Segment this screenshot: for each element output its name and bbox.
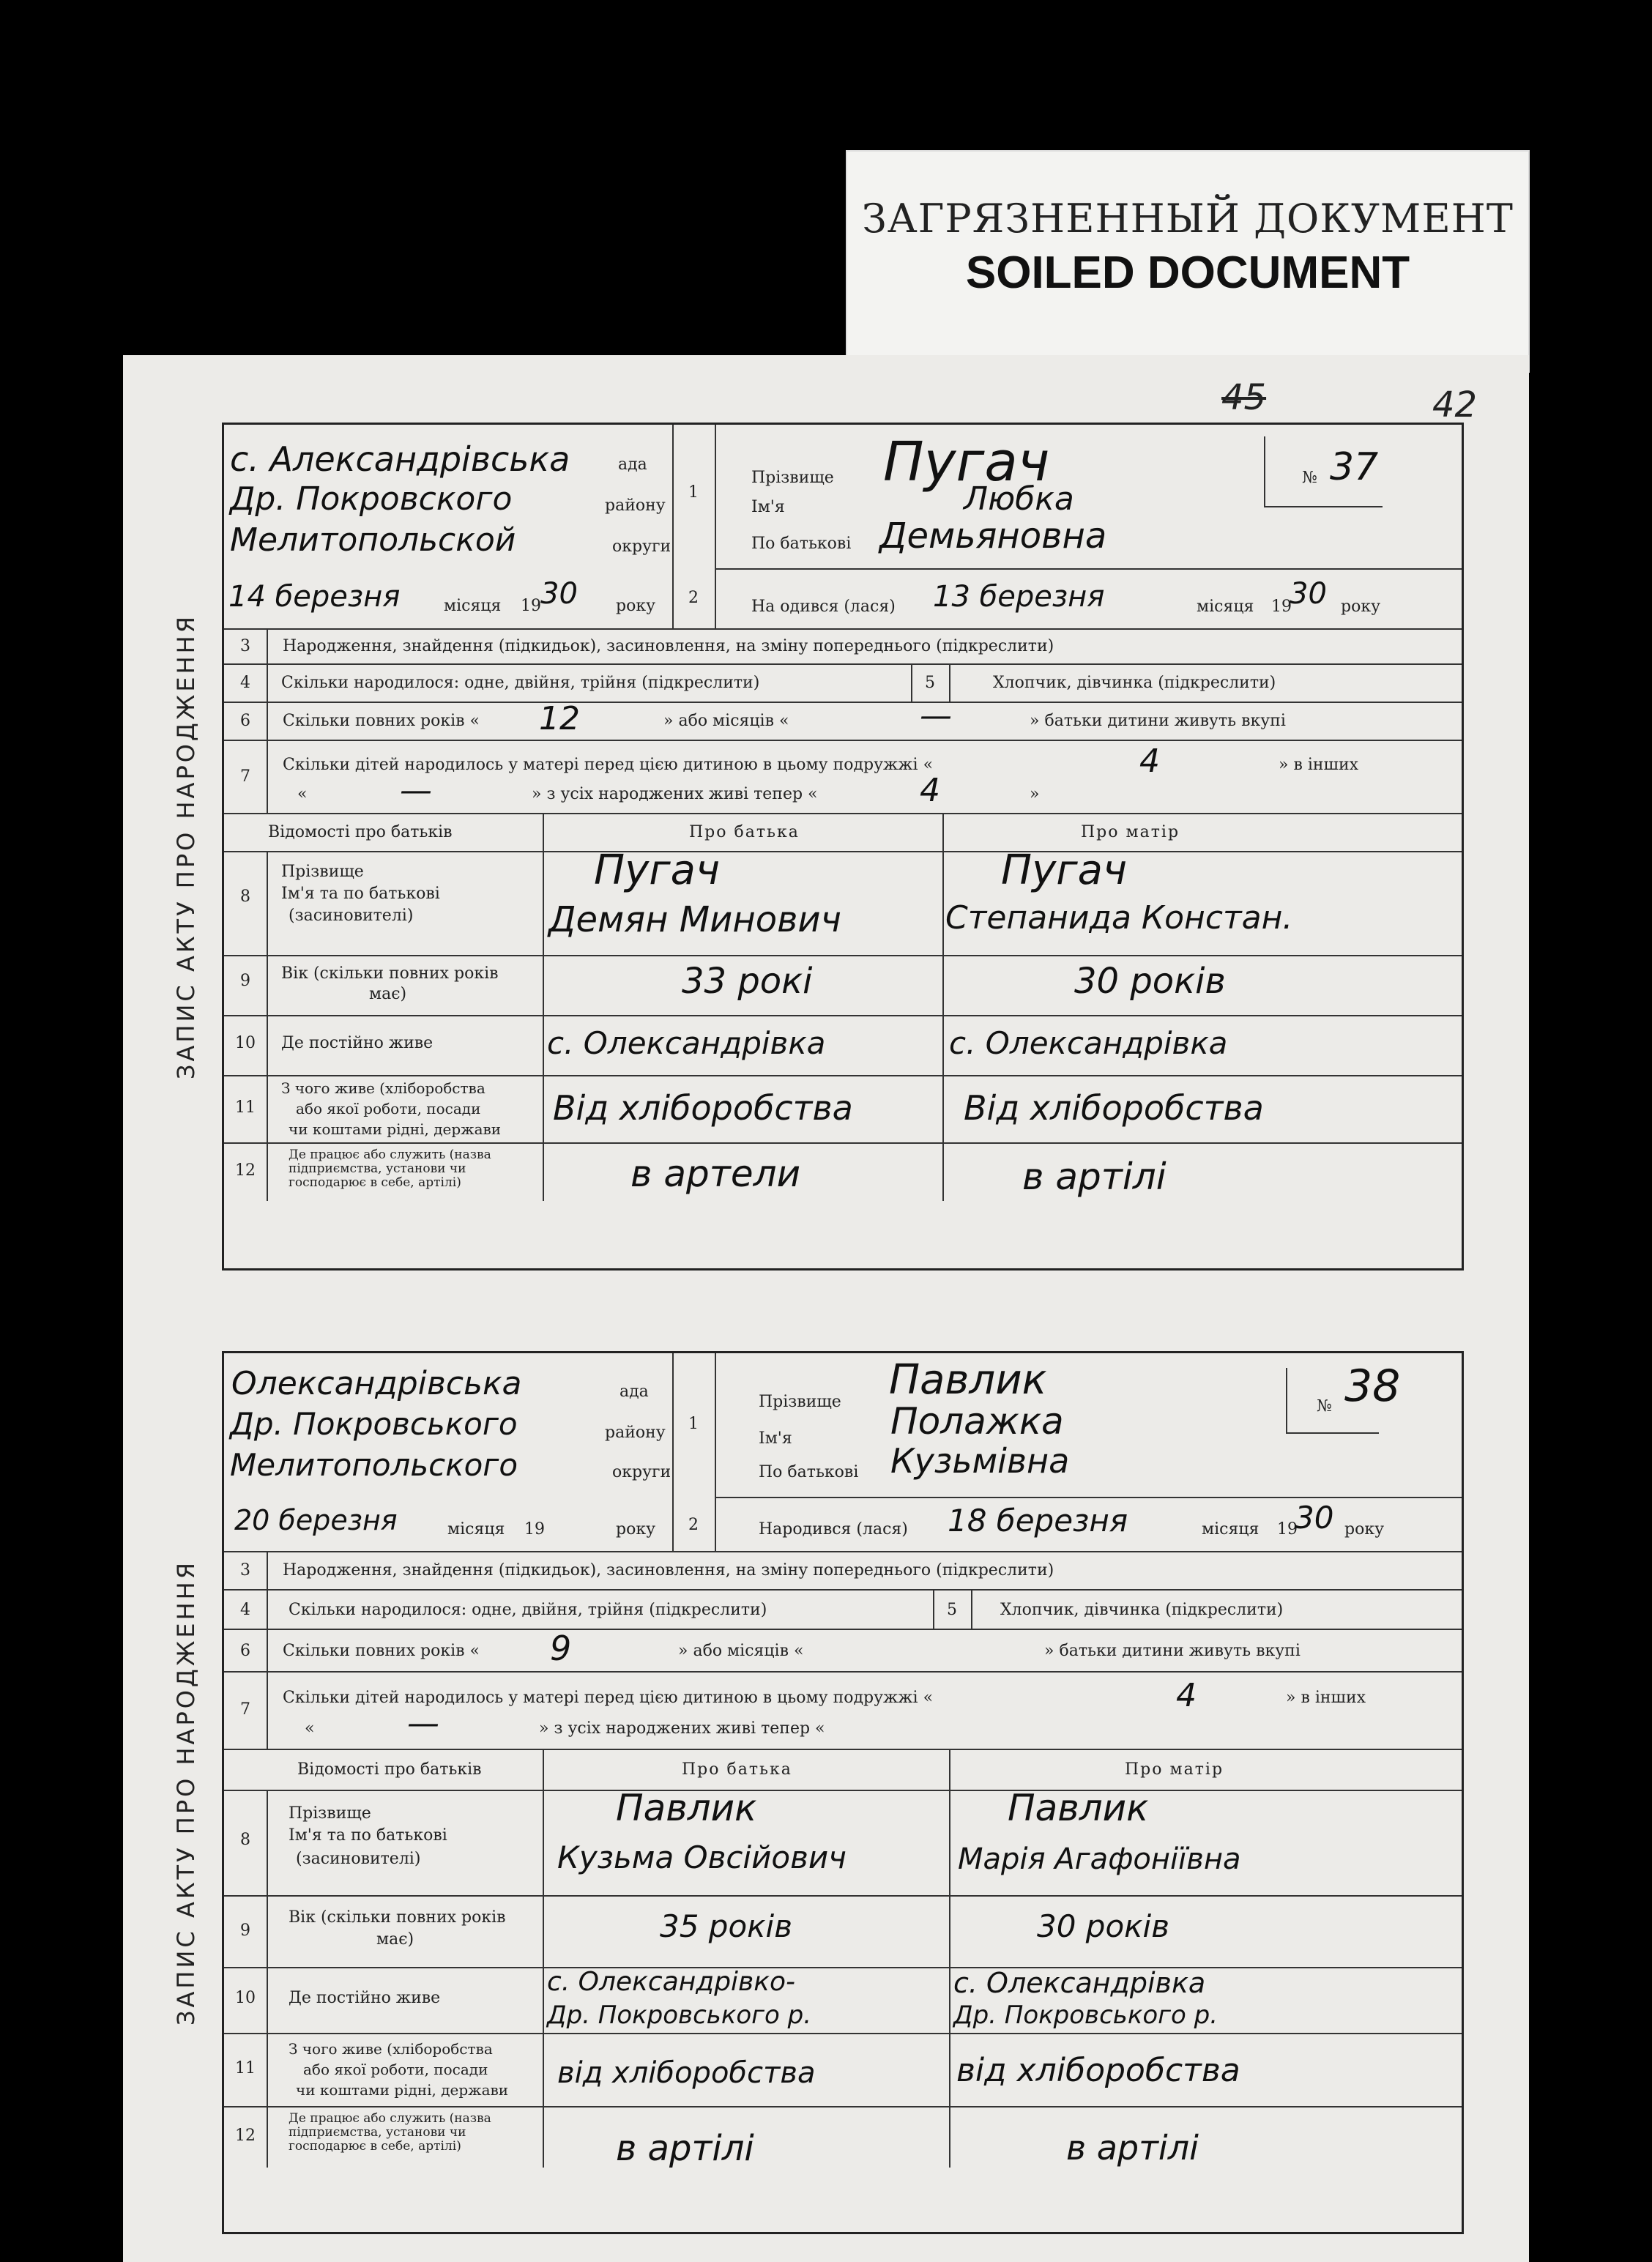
registration-place: с. Александрівська ада Др. Покровского району Мелитопольской округи 14 березня місяця 19 30 року: [224, 425, 674, 628]
child-name: Любка: [964, 480, 1074, 518]
mother-income: Від хліборобства: [964, 1088, 1264, 1128]
father-age: 33 рокі: [682, 961, 813, 1002]
children-before: 4: [1176, 1677, 1197, 1714]
child-patronymic: Кузьмівна: [890, 1441, 1070, 1481]
child-names: Прізвище Пугач Ім'я Любка По батькові Демьяновна № 37: [715, 425, 1462, 570]
father-work: в артели: [630, 1153, 801, 1195]
label-russian: ЗАГРЯЗНЕННЫЙ ДОКУМЕНТ: [862, 196, 1514, 242]
okrug-handwritten: Мелитопольского: [230, 1447, 518, 1483]
registration-date: 14 березня: [228, 580, 401, 614]
soiled-document-label: [846, 150, 1530, 373]
record-header: с. Александрівська ада Др. Покровского району Мелитопольской округи 14 березня місяця 19 30 року 1 2 Прізвище Пугач Ім'я Любка По батькові Демьяновна № 37 На одився (лася) 13 березня місяця 19 30 року: [224, 425, 1462, 630]
raion-handwritten: Др. Покровского: [230, 480, 513, 518]
father-home: с. Олександрівко-: [547, 1967, 796, 1997]
child-surname: Пугач: [883, 431, 1050, 494]
mother-work: в артілі: [1022, 1156, 1167, 1198]
children-alive: 4: [920, 772, 940, 809]
record-side-label: ЗАПИС АКТУ ПРО НАРОДЖЕННЯ: [172, 1560, 200, 2025]
mother-home: с. Олександрівка: [953, 1967, 1206, 1999]
years-together: 12: [539, 700, 580, 737]
mother-age: 30 років: [1037, 1908, 1169, 1944]
father-name: Демян Минович: [548, 899, 841, 940]
mother-work: в артілі: [1066, 2128, 1199, 2168]
birth-record-1: ЗАПИС АКТУ ПРО НАРОДЖЕННЯ с. Александрівська ада Др. Покровского району Мелитопольской округи 14 березня місяця 19 30 року 1 2 Прізвище Пугач Ім'я Любка По батькові Демьяновна № 37 На одився (лася) 13 березня місяця 19 30 року 3 Народження, знайдення (підкидьок), засиновлення, на зміну попереднього (підкреслити) 4 Скільки народилося: одне, двійня, трійня (підкреслити) 5 Хлопчик, дівчинка (підкреслити) 6 Скільки повних років « 12 » або місяців « — » батьки дитини живуть вкупі 7 Скільки дітей народилось у матері перед цією дитиною в цьому подружжі « 4 » в інших « — » з усіх народжених живі тепер « 4 » Відомості про батьків Про батька Про матір 8 9 Прізвище Ім'я та по батькові (засиновителі) Вік (скільки повних років має) Пугач Демян Минович 33 рокі Пугач Степанида Констан. 30 років 10 Де постійно живе с. Олександрівка с. Олександрівка 11 З чого живе (хліборобства або якої роботи, посади чи коштами рідні, держави Від хліборобства Від хліборобства 12 Де працює або служить (назва підприємства, установи чи господарює в себе, артілі) в артели в артілі: [222, 423, 1464, 1270]
mother-income: від хліборобства: [956, 2052, 1240, 2089]
mother-name: Марія Агафоніївна: [958, 1842, 1241, 1876]
father-home: с. Олександрівка: [547, 1025, 826, 1061]
child-surname: Павлик: [889, 1356, 1047, 1404]
father-surname: Павлик: [616, 1787, 757, 1829]
rada-handwritten: Олександрівська: [231, 1365, 522, 1402]
page-number-crossed: 45: [1221, 377, 1267, 418]
father-income: Від хліборобства: [553, 1088, 853, 1128]
mother-column: [949, 1787, 1462, 1967]
father-income: від хліборобства: [557, 2056, 816, 2090]
registration-date: 20 березня: [234, 1504, 398, 1536]
mother-name: Степанида Констан.: [945, 899, 1293, 937]
record-side-label: ЗАПИС АКТУ ПРО НАРОДЖЕННЯ: [172, 614, 200, 1079]
birth-record-2: ЗАПИС АКТУ ПРО НАРОДЖЕННЯ Олександрівська ада Др. Покровського району Мелитопольского округи 20 березня місяця 19 року 1 2 Прізвище Павлик Ім'я Полажка По батькові Кузьмівна № 38 Народився (лася) 18 березня місяця 19 30 року 3 Народження, знайдення (підкидьок), засиновлення, на зміну попереднього (підкреслити) 4 Скільки народилося: одне, двійня, трійня (підкреслити) 5 Хлопчик, дівчинка (підкреслити) 6 Скільки повних років « 9 » або місяців « » батьки дитини живуть вкупі 7 Скільки дітей народилось у матері перед цією дитиною в цьому подружжі « 4 » в інших « — » з усіх народжених живі тепер « Відомості про батьків Про батька Про матір 8 9 Прізвище Ім'я та по батькові (засиновителі) Вік (скільки повних років має) Павлик Кузьма Овсійович 35 років Павлик Марія Агафоніївна 30 років 10 Де постійно живе с. Олександрівко- Др. Покровського р. с. Олександрівка Др. Покровського р. 11 З чого живе (хліборобства або якої роботи, посади чи коштами рідні, держави від хліборобства від хліборобства 12 Де працює або служить (назва підприємства, установи чи господарює в себе, артілі) в артілі в артілі: [222, 1351, 1464, 2234]
children-before: 4: [1139, 743, 1160, 780]
father-column: [543, 1787, 950, 1967]
registration-place: Олександрівська ада Др. Покровського району Мелитопольского округи 20 березня місяця 19 року: [224, 1353, 674, 1551]
rada-handwritten: с. Александрівська: [230, 439, 570, 479]
birth-date-row: На одився (лася) 13 березня місяця 19 30 року: [751, 577, 1381, 616]
record-number: 38: [1344, 1361, 1401, 1412]
record-number: 37: [1330, 445, 1379, 489]
birth-date: 13 березня: [933, 580, 1105, 614]
row3-text: Народження, знайдення (підкидьок), засиновлення, на зміну попереднього (підкреслити): [283, 637, 1054, 655]
record-header: Олександрівська ада Др. Покровського району Мелитопольского округи 20 березня місяця 19 року 1 2 Прізвище Павлик Ім'я Полажка По батькові Кузьмівна № 38 Народився (лася) 18 березня місяця 19 30 року: [224, 1353, 1462, 1552]
page-number: 42: [1432, 384, 1478, 425]
father-column: [543, 847, 944, 1015]
mother-age: 30 років: [1074, 961, 1226, 1002]
raion-handwritten: Др. Покровського: [230, 1406, 518, 1442]
mother-home: с. Олександрівка: [949, 1025, 1228, 1061]
okrug-handwritten: Мелитопольской: [230, 521, 516, 559]
mother-surname: Пугач: [1001, 847, 1128, 894]
child-patronymic: Демьяновна: [879, 516, 1107, 557]
mother-column: [942, 847, 1462, 1015]
father-name: Кузьма Овсійович: [557, 1839, 847, 1875]
birth-date-row: Народився (лася) 18 березня місяця 19 30 року: [759, 1500, 1385, 1539]
mother-surname: Павлик: [1008, 1787, 1149, 1829]
birth-date: 18 березня: [948, 1503, 1128, 1539]
child-name: Полажка: [890, 1400, 1064, 1443]
father-age: 35 років: [660, 1908, 792, 1944]
label-english: SOILED DOCUMENT: [965, 248, 1410, 298]
father-work: в артілі: [616, 2128, 754, 2169]
child-names: Прізвище Павлик Ім'я Полажка По батькові Кузьмівна № 38: [715, 1353, 1462, 1498]
father-surname: Пугач: [594, 847, 721, 894]
years-together: 9: [550, 1629, 572, 1668]
